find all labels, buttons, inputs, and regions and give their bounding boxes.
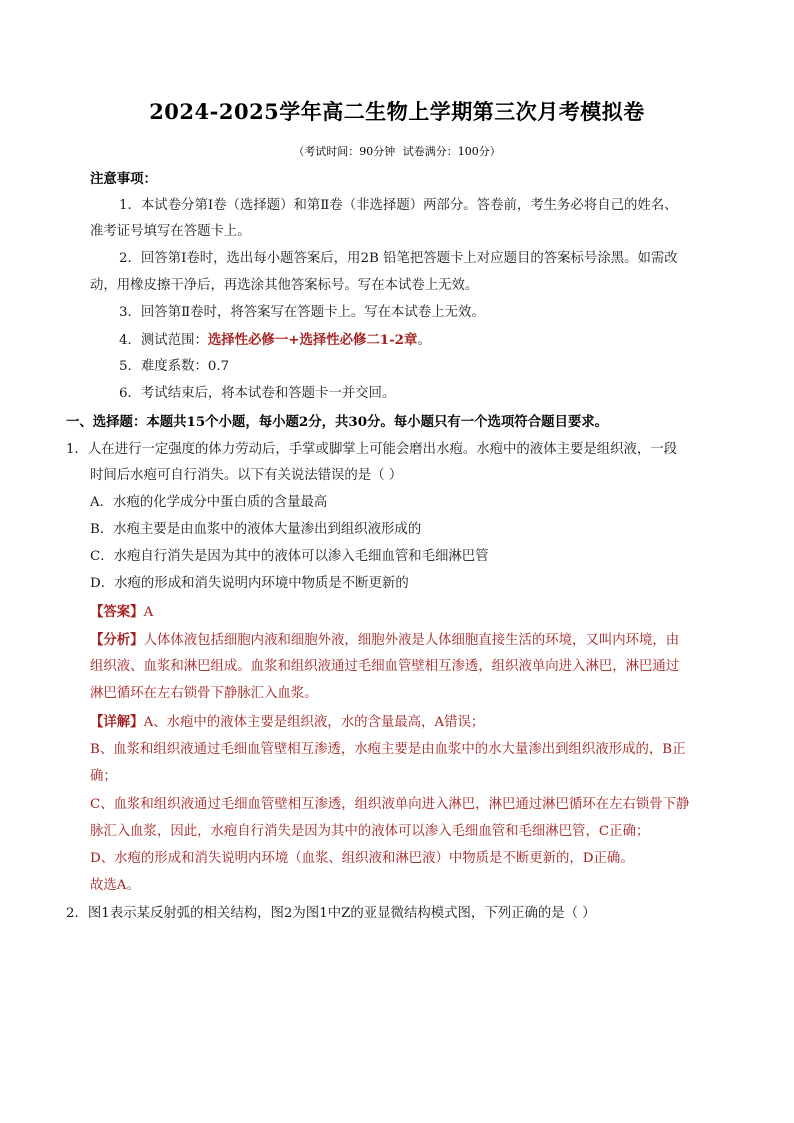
exam-time: （考试时间：90分钟 — [293, 145, 396, 158]
notice-heading: 注意事项： — [90, 171, 157, 187]
notice-2-line-2: 动，用橡皮擦干净后，再选涂其他答案标号。写在本试卷上无效。 — [90, 278, 479, 293]
section-1-heading: 一、选择题：本题共15个小题，每小题2分，共30分。每小题只有一个选项符合题目要求。 — [66, 414, 609, 430]
detail-label: 【详解】 — [90, 714, 144, 730]
notice-5: 5．难度系数：0.7 — [119, 359, 230, 374]
notice-1-line-2: 准考证号填写在答题卡上。 — [90, 224, 251, 239]
analysis-text-1: 人体体液包括细胞内液和细胞外液，细胞外液是人体细胞直接生活的环境，又叫内环境，由 — [143, 633, 680, 648]
q1-stem-line-2: 时间后水疱可自行消失。以下有关说法错误的是（ ） — [90, 468, 403, 483]
q1-conclusion: 故选A。 — [90, 878, 140, 893]
notice-2-line-1: 2．回答第Ⅰ卷时，选出每小题答案后，用2B 铅笔把答题卡上对应题目的答案标号涂黑。如需改 — [119, 251, 678, 266]
q1-detail-line-4: C、血浆和组织液通过毛细血管壁相互渗透，组织液单向进入淋巴，淋巴通过淋巴循环在左右锁骨下静 — [90, 797, 690, 812]
q1-stem-line-1: 1．人在进行一定强度的体力劳动后，手掌或脚掌上可能会磨出水疱。水疱中的液体主要是组织液，一段 — [66, 442, 678, 457]
q1-option-d: D．水疱的形成和消失说明内环境中物质是不断更新的 — [90, 576, 409, 591]
notice-4-prefix: 4．测试范围： — [119, 333, 208, 348]
notice-4 — [119, 330, 431, 351]
detail-text-1: A、水疱中的液体主要是组织液，水的含量最高，A错误； — [143, 715, 485, 730]
q1-answer — [90, 602, 153, 623]
q1-option-c: C．水疱自行消失是因为其中的液体可以渗入毛细血管和毛细淋巴管 — [90, 549, 489, 564]
q1-analysis-line-1 — [90, 630, 679, 651]
q1-analysis-line-2: 组织液、血浆和淋巴组成。血浆和组织液通过毛细血管壁相互渗透，组织液单向进入淋巴，淋巴通过 — [90, 659, 680, 674]
notice-1-line-1: 1．本试卷分第Ⅰ卷（选择题）和第Ⅱ卷（非选择题）两部分。答卷前，考生务必将自己的姓名、 — [119, 198, 678, 213]
analysis-label: 【分析】 — [90, 632, 144, 648]
q2-stem-line-1: 2．图1表示某反射弧的相关结构，图2为图1中Z的亚显微结构模式图，下列正确的是（ ） — [66, 906, 596, 921]
q1-detail-line-5: 脉汇入血浆，因此，水疱自行消失是因为其中的液体可以渗入毛细血管和毛细淋巴管，C正确； — [90, 824, 650, 839]
answer-value: A — [143, 605, 154, 620]
q1-detail-line-2: B、血浆和组织液通过毛细血管壁相互渗透，水疱主要是由血浆中的水大量渗出到组织液形成的，B正 — [90, 742, 686, 757]
notice-3: 3．回答第Ⅱ卷时，将答案写在答题卡上。写在本试卷上无效。 — [119, 305, 485, 320]
q1-option-b: B．水疱主要是由血浆中的液体大量渗出到组织液形成的 — [90, 522, 422, 537]
page-title: 2024-2025学年高二生物上学期第三次月考模拟卷 — [149, 99, 645, 124]
test-range: 选择性必修一+选择性必修二1-2章 — [207, 332, 418, 348]
answer-label: 【答案】 — [90, 604, 144, 620]
q1-detail-line-6: D、水疱的形成和消失说明内环境（血浆、组织液和淋巴液）中物质是不断更新的，D正确。 — [90, 851, 634, 866]
q1-detail-line-3: 确； — [90, 769, 117, 784]
notice-6: 6．考试结束后，将本试卷和答题卡一并交回。 — [119, 386, 396, 401]
q1-option-a: A．水疱的化学成分中蛋白质的含量最高 — [90, 495, 328, 510]
q1-detail-line-1 — [90, 712, 484, 733]
exam-score: 试卷满分：100分） — [402, 145, 501, 158]
exam-info — [0, 143, 794, 159]
q1-analysis-line-3: 淋巴循环在左右锁骨下静脉汇入血浆。 — [90, 686, 318, 701]
notice-4-suffix: 。 — [417, 333, 431, 348]
